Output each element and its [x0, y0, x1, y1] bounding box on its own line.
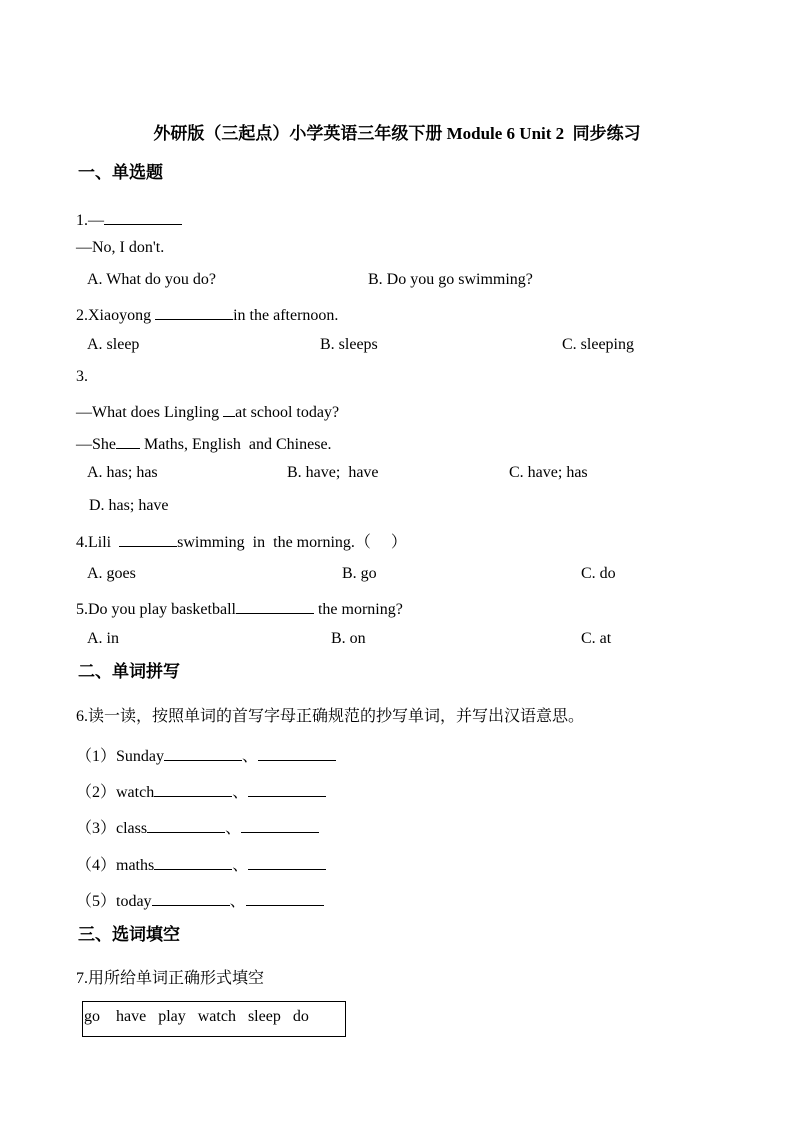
question-6-item-3: [76, 817, 319, 837]
answer-blank: [248, 854, 326, 870]
question-6-item-1: [76, 745, 336, 765]
question-4-stem-start: 4.Lili: [76, 534, 120, 551]
question-1-response: —No, I don't.: [76, 239, 165, 256]
question-1-option-b: B. Do you go swimming?: [368, 271, 533, 288]
answer-blank: [147, 817, 225, 833]
question-4-option-a: A. goes: [87, 565, 136, 582]
answer-blank: [104, 209, 182, 225]
question-5-stem-end: the morning?: [313, 601, 403, 618]
question-4-option-b: B. go: [342, 565, 377, 582]
answer-blank: [248, 781, 326, 797]
question-3-line-2-end: Maths, English and Chinese.: [140, 436, 332, 453]
question-6-item-2: [76, 781, 326, 801]
item-label: （4）maths: [76, 857, 155, 874]
separator: 、: [232, 857, 249, 874]
question-3-option-b: B. have; have: [287, 464, 379, 481]
separator: 、: [225, 820, 242, 837]
question-6-stem: 6.读一读，按照单词的首写字母正确规范的抄写单词，并写出汉语意思。: [76, 708, 585, 725]
question-2: [76, 304, 338, 324]
answer-blank: [154, 781, 232, 797]
question-3-option-c: C. have; has: [509, 464, 588, 481]
item-label: （2）watch: [76, 784, 155, 801]
item-label: （1）Sunday: [76, 748, 165, 765]
question-3-line-1-end: at school today?: [235, 404, 340, 421]
question-3-number: 3.: [76, 368, 88, 385]
item-label: （5）today: [76, 893, 152, 910]
question-3-line-1: [76, 401, 339, 421]
question-3-option-a: A. has; has: [87, 464, 158, 481]
question-5: [76, 598, 403, 618]
question-1-option-a: A. What do you do?: [87, 271, 217, 288]
answer-blank: [258, 745, 336, 761]
question-1: [76, 209, 182, 229]
separator: 、: [242, 748, 259, 765]
section-heading-spelling: 二、单词拼写: [78, 662, 180, 681]
answer-blank: [154, 854, 232, 870]
question-2-option-b: B. sleeps: [320, 336, 378, 353]
word-bank-box: [82, 1001, 346, 1037]
question-5-stem-start: 5.Do you play basketball: [76, 601, 236, 618]
question-4-stem-end: swimming in the morning.（ ）: [177, 534, 407, 551]
question-2-option-c: C. sleeping: [562, 336, 634, 353]
question-5-option-b: B. on: [331, 630, 366, 647]
answer-blank: [152, 890, 230, 906]
word-bank: go have play watch sleep do: [84, 1008, 309, 1025]
question-3-line-2-start: —She: [76, 436, 116, 453]
answer-blank: [236, 598, 314, 614]
answer-blank: [155, 304, 233, 320]
question-2-stem-start: 2.Xiaoyong: [76, 307, 156, 324]
section-heading-single-choice: 一、单选题: [78, 163, 163, 182]
question-5-option-a: A. in: [87, 630, 119, 647]
question-3-line-2: [76, 433, 332, 453]
answer-blank: [116, 433, 140, 449]
separator: 、: [229, 893, 246, 910]
answer-blank: [223, 401, 235, 417]
answer-blank: [119, 531, 177, 547]
section-heading-fill-in: 三、选词填空: [78, 925, 180, 944]
page-title: 外研版（三起点）小学英语三年级下册 Module 6 Unit 2 同步练习: [153, 124, 641, 143]
question-2-option-a: A. sleep: [87, 336, 140, 353]
item-label: （3）class: [76, 820, 148, 837]
question-1-stem: 1.—: [76, 212, 104, 229]
question-3-line-1-start: —What does Lingling: [76, 404, 224, 421]
separator: 、: [232, 784, 249, 801]
answer-blank: [246, 890, 324, 906]
question-4: [76, 531, 407, 551]
answer-blank: [241, 817, 319, 833]
question-2-stem-end: in the afternoon.: [233, 307, 339, 324]
question-4-option-c: C. do: [581, 565, 616, 582]
question-7-stem: 7.用所给单词正确形式填空: [76, 970, 265, 987]
question-6-item-5: [76, 890, 324, 910]
question-6-item-4: [76, 854, 326, 874]
question-3-option-d: D. has; have: [89, 497, 169, 514]
answer-blank: [164, 745, 242, 761]
question-5-option-c: C. at: [581, 630, 612, 647]
